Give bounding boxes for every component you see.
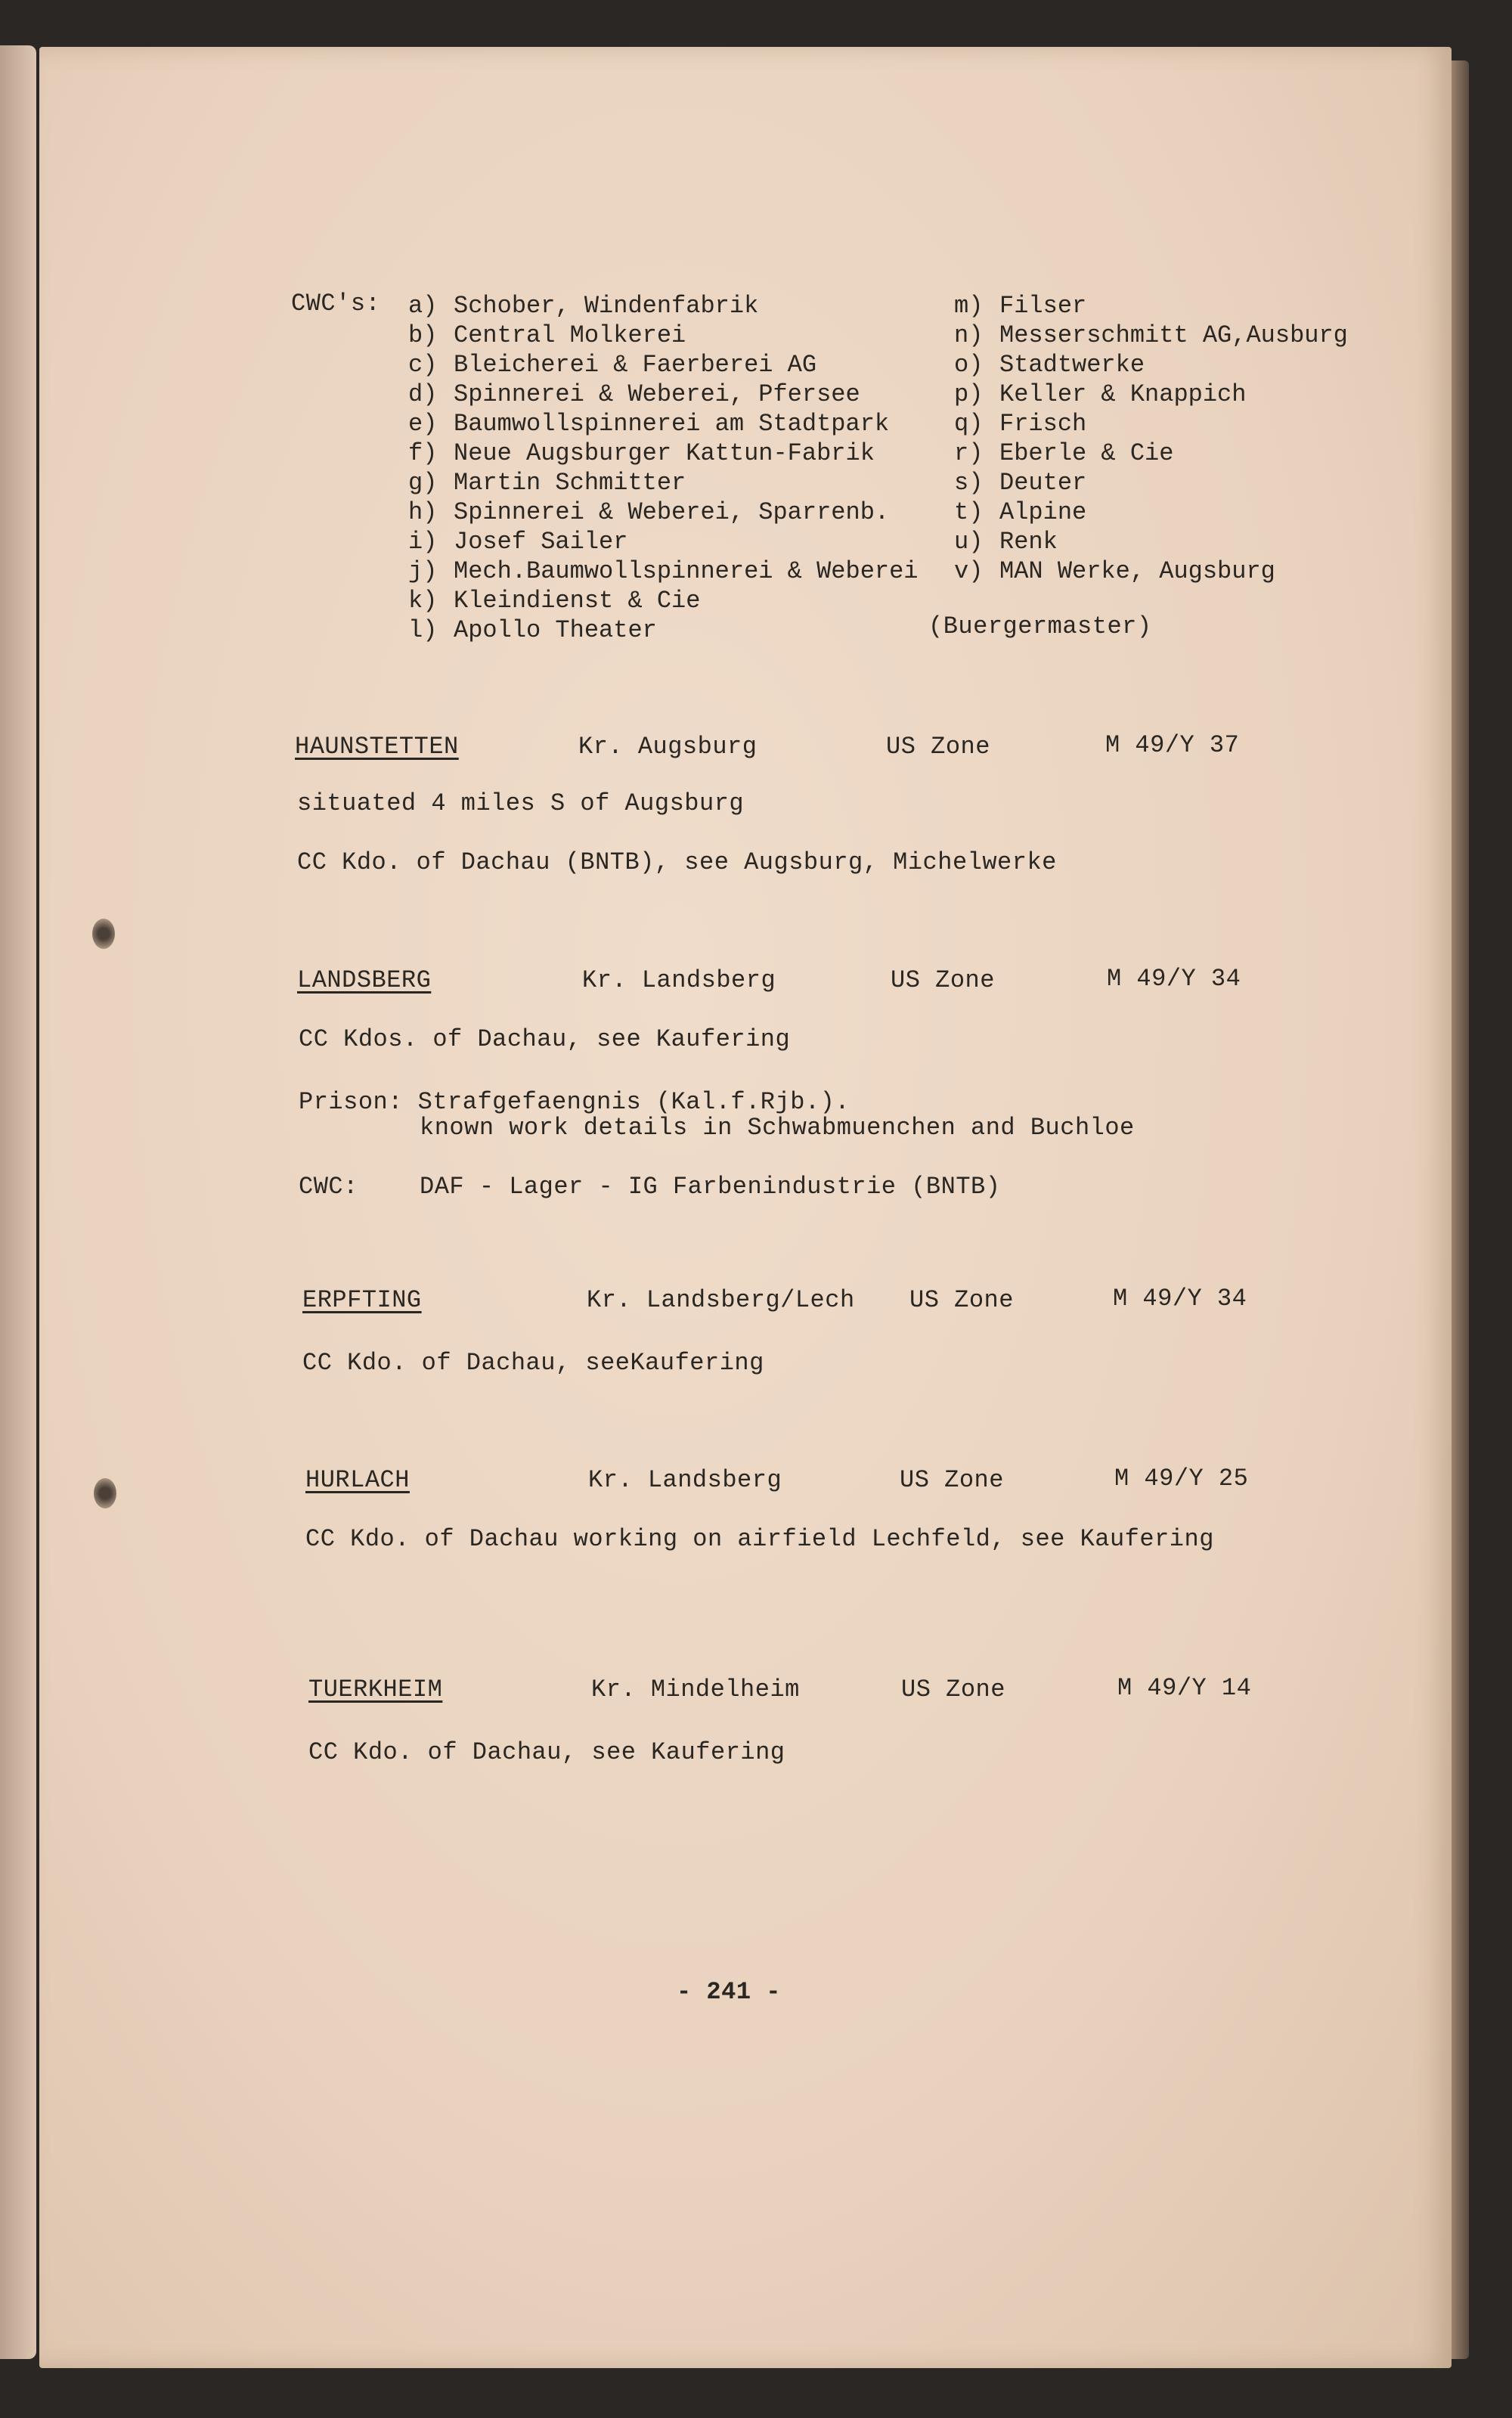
item-letter: l) <box>408 616 438 644</box>
item-letter: u) <box>954 528 984 556</box>
item-letter: f) <box>408 439 438 467</box>
entry-line: CC Kdo. of Dachau working on airfield Lechfeld, see Kaufering <box>305 1525 1214 1553</box>
entry-kreis: Kr. Augsburg <box>578 733 758 761</box>
entry-map: M 49/Y 14 <box>1117 1674 1252 1702</box>
cwc-list-item <box>408 528 919 557</box>
cwc-list-item <box>408 380 919 410</box>
item-letter: d) <box>408 380 438 408</box>
binding-hole <box>94 1478 116 1508</box>
item-name: Kleindienst & Cie <box>454 587 701 615</box>
entry-zone: US Zone <box>901 1676 1005 1703</box>
cwc-list-item <box>408 557 919 587</box>
cwc-list-item <box>408 292 919 321</box>
item-letter: e) <box>408 410 438 438</box>
entry-line: CC Kdo. of Dachau, seeKaufering <box>302 1349 764 1377</box>
cwc-list-item <box>954 498 1348 528</box>
entry-map: M 49/Y 25 <box>1114 1465 1249 1493</box>
entry-zone: US Zone <box>891 966 995 994</box>
cwc-list-item <box>408 616 919 646</box>
item-letter: r) <box>954 439 984 467</box>
item-name: Schober, Windenfabrik <box>454 292 759 320</box>
cwc-list-right <box>954 292 1348 587</box>
item-letter: i) <box>408 528 438 556</box>
item-letter: s) <box>954 469 984 497</box>
cwc-list-item <box>954 321 1348 351</box>
cwc-label: CWC's: <box>291 290 381 318</box>
item-letter: c) <box>408 351 438 379</box>
item-name: Stadtwerke <box>999 351 1145 379</box>
entry-map: M 49/Y 34 <box>1107 965 1241 993</box>
entry-zone: US Zone <box>886 733 990 761</box>
item-letter: k) <box>408 587 438 615</box>
entry-line: CC Kdo. of Dachau (BNTB), see Augsburg, Michelwerke <box>297 848 1057 876</box>
cwc-list-item <box>954 557 1348 587</box>
entry-zone: US Zone <box>900 1466 1004 1494</box>
item-name: Spinnerei & Weberei, Sparrenb. <box>454 498 890 526</box>
item-name: Deuter <box>999 469 1087 497</box>
entry-line: Prison: Strafgefaengnis (Kal.f.Rjb.). <box>299 1088 850 1116</box>
item-name: Mech.Baumwollspinnerei & Weberei <box>454 557 919 585</box>
item-letter: m) <box>954 292 984 320</box>
cwc-list-item <box>408 321 919 351</box>
item-letter: n) <box>954 321 984 349</box>
item-name: Keller & Knappich <box>999 380 1247 408</box>
binding-hole <box>92 919 115 949</box>
entry-line: CWC: <box>299 1173 358 1201</box>
item-name: Renk <box>999 528 1058 556</box>
entry-place: TUERKHEIM <box>308 1676 443 1703</box>
cwc-list-item <box>954 351 1348 380</box>
item-letter: h) <box>408 498 438 526</box>
item-name: Josef Sailer <box>454 528 628 556</box>
item-letter: g) <box>408 469 438 497</box>
entry-line: known work details in Schwabmuenchen and Buchloe <box>420 1114 1135 1142</box>
adjacent-page-edge <box>0 45 36 2359</box>
item-name: Filser <box>999 292 1087 320</box>
entry-kreis: Kr. Landsberg/Lech <box>587 1286 855 1314</box>
cwc-list-item <box>954 292 1348 321</box>
item-name: Messerschmitt AG,Ausburg <box>999 321 1348 349</box>
cwc-list-item <box>408 469 919 498</box>
cwc-list-left <box>408 292 919 646</box>
entry-map: M 49/Y 34 <box>1113 1285 1247 1313</box>
item-name: Apollo Theater <box>454 616 657 644</box>
item-letter: q) <box>954 410 984 438</box>
cwc-list-item <box>408 439 919 469</box>
cwc-list-item <box>954 380 1348 410</box>
item-name: Baumwollspinnerei am Stadtpark <box>454 410 890 438</box>
item-letter: o) <box>954 351 984 379</box>
item-name: Eberle & Cie <box>999 439 1174 467</box>
entry-line: CC Kdo. of Dachau, see Kaufering <box>308 1738 785 1766</box>
item-letter: j) <box>408 557 438 585</box>
cwc-list-item <box>954 528 1348 557</box>
item-letter: p) <box>954 380 984 408</box>
entry-map: M 49/Y 37 <box>1105 731 1240 759</box>
cwc-list-item <box>954 439 1348 469</box>
cwc-list-item <box>408 410 919 439</box>
cwc-list-item <box>408 351 919 380</box>
entry-place: ERPFTING <box>302 1286 422 1314</box>
entry-kreis: Kr. Landsberg <box>582 966 776 994</box>
item-letter: v) <box>954 557 984 585</box>
entry-line: situated 4 miles S of Augsburg <box>297 789 745 817</box>
item-letter: b) <box>408 321 438 349</box>
cwc-note: (Buergermaster) <box>928 612 1152 640</box>
cwc-list-item <box>408 498 919 528</box>
cwc-list-item <box>954 410 1348 439</box>
page-number: - 241 - <box>677 1978 781 2006</box>
item-letter: a) <box>408 292 438 320</box>
item-name: Bleicherei & Faerberei AG <box>454 351 817 379</box>
item-name: Alpine <box>999 498 1087 526</box>
entry-place: HURLACH <box>305 1466 410 1494</box>
entry-line: CC Kdos. of Dachau, see Kaufering <box>299 1025 791 1053</box>
cwc-list-item <box>954 469 1348 498</box>
entry-zone: US Zone <box>909 1286 1014 1314</box>
entry-place: LANDSBERG <box>297 966 432 994</box>
entry-place: HAUNSTETTEN <box>295 733 459 761</box>
item-name: Frisch <box>999 410 1087 438</box>
item-name: Martin Schmitter <box>454 469 686 497</box>
entry-kreis: Kr. Mindelheim <box>591 1676 800 1703</box>
entry-line: DAF - Lager - IG Farbenindustrie (BNTB) <box>420 1173 1001 1201</box>
item-letter: t) <box>954 498 984 526</box>
item-name: Neue Augsburger Kattun-Fabrik <box>454 439 875 467</box>
cwc-list-item <box>408 587 919 616</box>
item-name: Spinnerei & Weberei, Pfersee <box>454 380 860 408</box>
item-name: Central Molkerei <box>454 321 686 349</box>
entry-kreis: Kr. Landsberg <box>588 1466 782 1494</box>
item-name: MAN Werke, Augsburg <box>999 557 1275 585</box>
